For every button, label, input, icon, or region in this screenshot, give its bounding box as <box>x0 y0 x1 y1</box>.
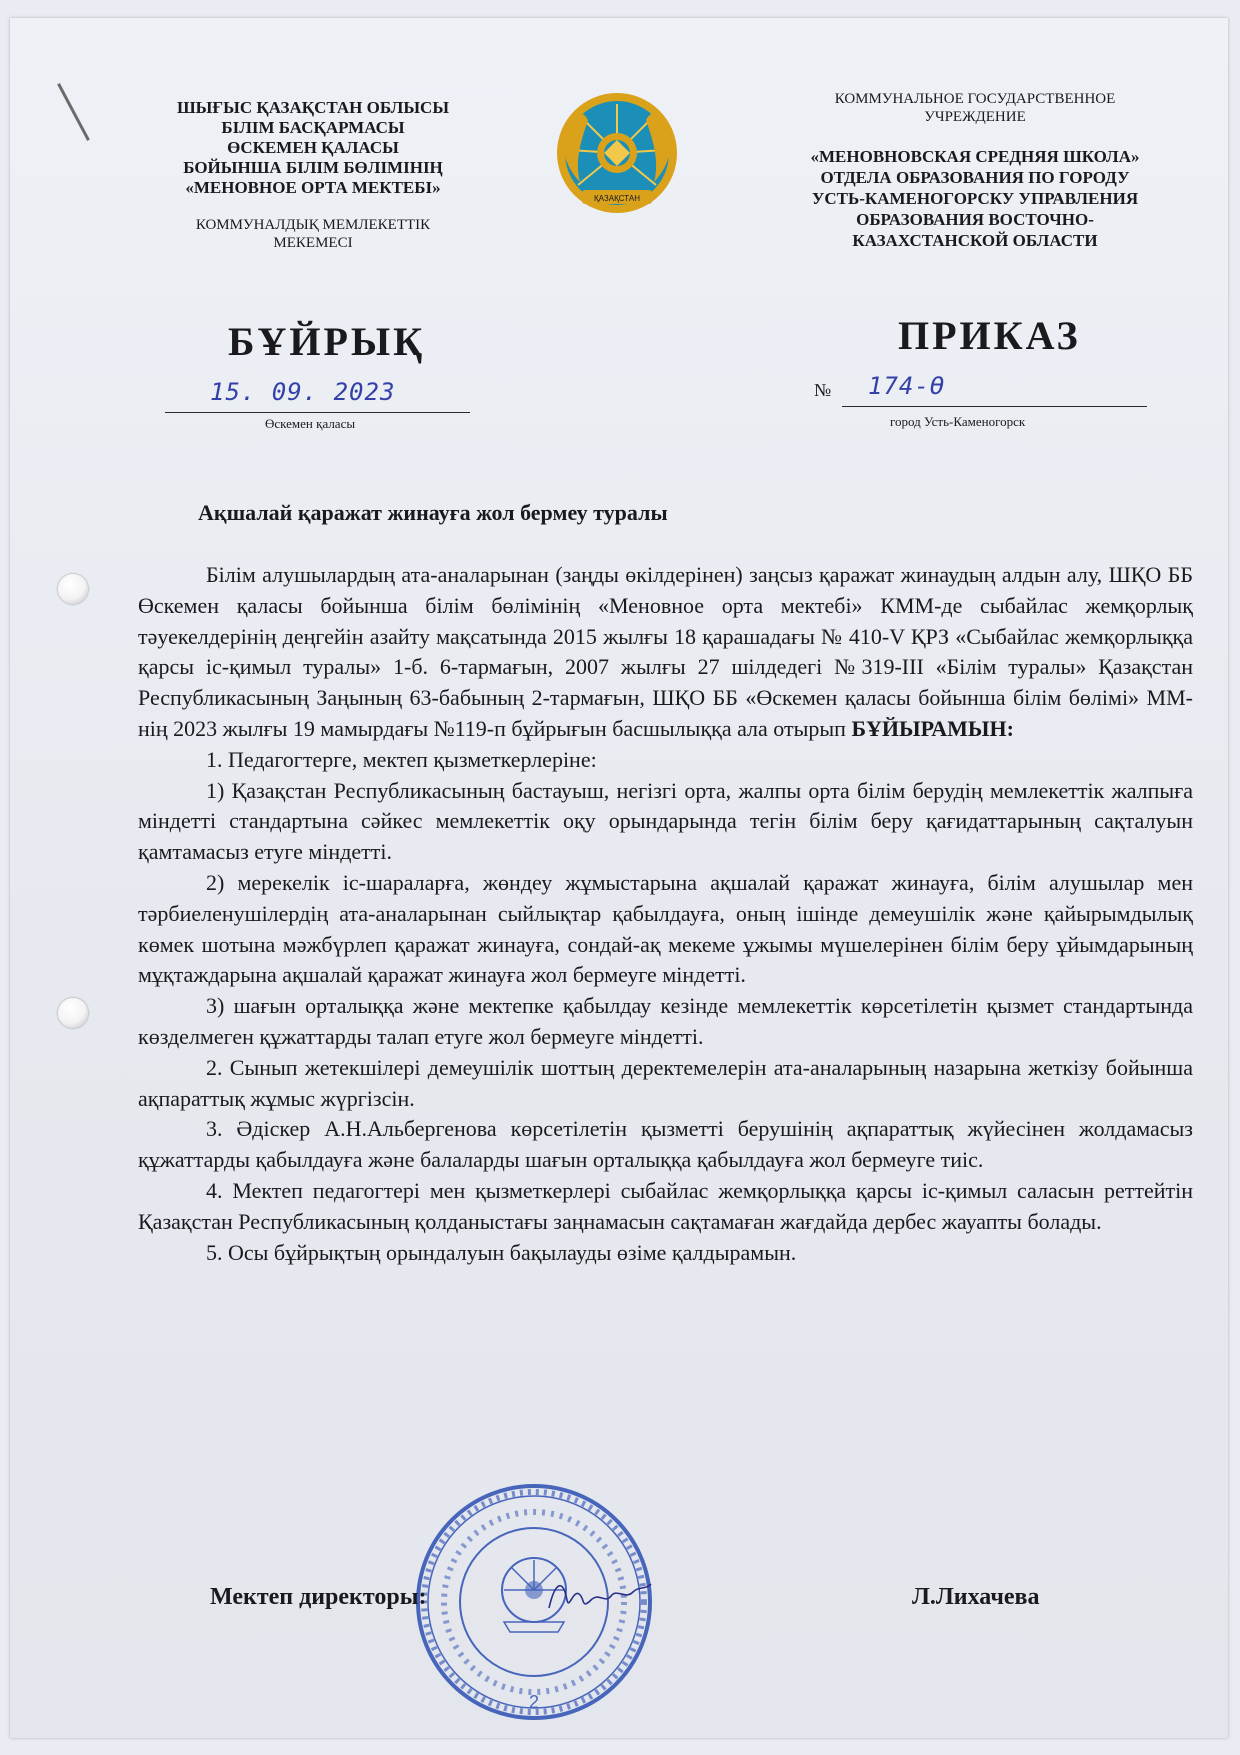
header-line: КОММУНАЛЬНОЕ ГОСУДАРСТВЕННОЕ <box>834 91 1116 107</box>
header-right-ru <box>760 90 1190 251</box>
emblem-caption: ҚАЗАҚСТАН <box>594 194 640 203</box>
header-left-kz <box>138 98 488 252</box>
header-line: ӨСКЕМЕН ҚАЛАСЫ <box>227 138 399 157</box>
item-paragraph: 2) мерекелік іс-шараларға, жөндеу жұмыстарына ақшалай қаражат жинауға, білім алушылар мен тәрбиеленушілердің ата-аналарынан сыйлықтар қабылдауға, оның ішінде демеушілік және қайырымдылық көмек шотына мәжбүрлеп қаражат жинауға, сондай-ақ мекеме ұжымы мүшелерінен білім беру ұйымдарының мұқтаждарына ақшалай қаражат жинауға жол бермеуге міндетті. <box>138 869 1193 988</box>
item-paragraph: 2. Сынып жетекшілері демеушілік шоттың деректемелерін ата-аналарының назарына жеткізу бойынша ақпараттық жұмыс жүргізсін. <box>138 1054 1193 1111</box>
title-kz: БҰЙРЫҚ <box>228 319 426 364</box>
header-line: КАЗАХСТАНСКОЙ ОБЛАСТИ <box>852 231 1098 250</box>
handwritten-number: 174-Ө <box>868 372 946 400</box>
punch-hole <box>58 574 88 604</box>
item-paragraph: 3. Әдіскер А.Н.Альбергенова көрсетілетін қызметті берушінің ақпараттық жүйесінен жолдамасыз құжаттарды қабылдауға және балаларды шағын орталыққа қабылдауға жол бермеуге тиіс. <box>138 1116 1193 1173</box>
order-word: БҰЙЫРАМЫН: <box>851 715 1014 741</box>
handwritten-signature-icon <box>545 1570 655 1620</box>
header-line: «МЕНОВНОВСКАЯ СРЕДНЯЯ ШКОЛА» <box>810 147 1140 166</box>
header-right-main <box>760 146 1190 251</box>
header-line: ШЫҒЫС ҚАЗАҚСТАН ОБЛЫСЫ <box>176 98 450 117</box>
header-left-sub <box>138 216 488 252</box>
header-line: ОТДЕЛА ОБРАЗОВАНИЯ ПО ГОРОДУ <box>820 168 1130 187</box>
svg-text:2: 2 <box>528 1692 540 1712</box>
header-right-top <box>760 90 1190 126</box>
punch-hole <box>58 998 88 1028</box>
header-line: УЧРЕЖДЕНИЕ <box>924 109 1026 125</box>
item-paragraph: 4. Мектеп педагогтері мен қызметкерлері сыбайлас жемқорлыққа қарсы іс-қимыл саласын реттейтін Қазақстан Республикасының қолданыстағы заңнамасын сақтамаған жағдайда дербес жауапты болады. <box>138 1177 1193 1234</box>
signature-title: Мектеп директоры: <box>210 1584 427 1610</box>
city-kz: Өскемен қаласы <box>265 416 356 431</box>
staple-mark <box>57 83 90 141</box>
header-line: «МЕНОВНОЕ ОРТА МЕКТЕБІ» <box>185 178 441 197</box>
handwritten-date: 15. 09. 2023 <box>210 378 396 406</box>
title-ru: ПРИКАЗ <box>898 313 1081 358</box>
header-line: КОММУНАЛДЫҚ МЕМЛЕКЕТТІК <box>195 217 431 233</box>
header-line: ОБРАЗОВАНИЯ ВОСТОЧНО- <box>856 210 1094 229</box>
preamble-paragraph <box>138 560 1193 745</box>
header-line: БОЙЫНША БІЛІМ БӨЛІМІНІҢ <box>183 158 443 177</box>
signature-name: Л.Лихачева <box>912 1584 1040 1610</box>
item-paragraph: 1) Қазақстан Республикасының бастауыш, негізгі орта, жалпы орта білім берудің мемлекеттік жалпыға міндетті стандартына сәйкес мемлекеттік оқу орындарында тегін білім беру қағидаттарының сақталуын қамтамасыз етуге міндетті. <box>138 777 1193 865</box>
item-paragraph: 1. Педагогтерге, мектеп қызметкерлеріне: <box>206 746 597 772</box>
order-body <box>138 560 1193 1268</box>
item-paragraph: 5. Осы бұйрықтың орындалуын бақылауды өзіме қалдырамын. <box>206 1239 797 1265</box>
header-line: МЕКЕМЕСІ <box>273 235 353 251</box>
item-paragraph: 3) шағын орталыққа және мектепке қабылдау кезінде мемлекеттік көрсетілетін қызмет стандартында көзделмеген құжаттарды талап етуге жол бермеуге міндетті. <box>138 993 1193 1049</box>
number-mark: № <box>814 380 832 400</box>
header-line: УСТЬ-КАМЕНОГОРСКУ УПРАВЛЕНИЯ <box>811 189 1139 208</box>
order-subject: Ақшалай қаражат жинауға жол бермеу туралы <box>198 500 668 525</box>
city-ru: город Усть-Каменогорск <box>890 414 1026 429</box>
state-emblem-icon <box>552 90 682 220</box>
header-line: БІЛІМ БАСҚАРМАСЫ <box>221 118 405 137</box>
preamble-text: Білім алушылардың ата-аналарынан (заңды өкілдерінен) заңсыз қаражат жинаудың алдын алу, ШҚО ББ Өскемен қаласы бойынша білім бөлімінің «Меновное орта мектебі» КММ-де сыбайлас жемқорлық тәуекелдерінің деңгейін азайту мақсатында 2015 жылғы 18 қарашадағы № 410-V ҚРЗ «Сыбайлас жемқорлыққа қарсы іс-қимыл туралы» 1-б. 6-тармағын, 2007 жылғы 27 шілдедегі №319-ІІІ «Білім туралы» Қазақстан Республикасының Заңының 63-бабының 2-тармағын, ШҚО ББ «Өскемен қаласы бойынша білім бөлімі» ММ-нің 2023 жылғы 19 мамырдағы №119-п бұйрығын басшылыққа ала отырып <box>138 562 1193 741</box>
